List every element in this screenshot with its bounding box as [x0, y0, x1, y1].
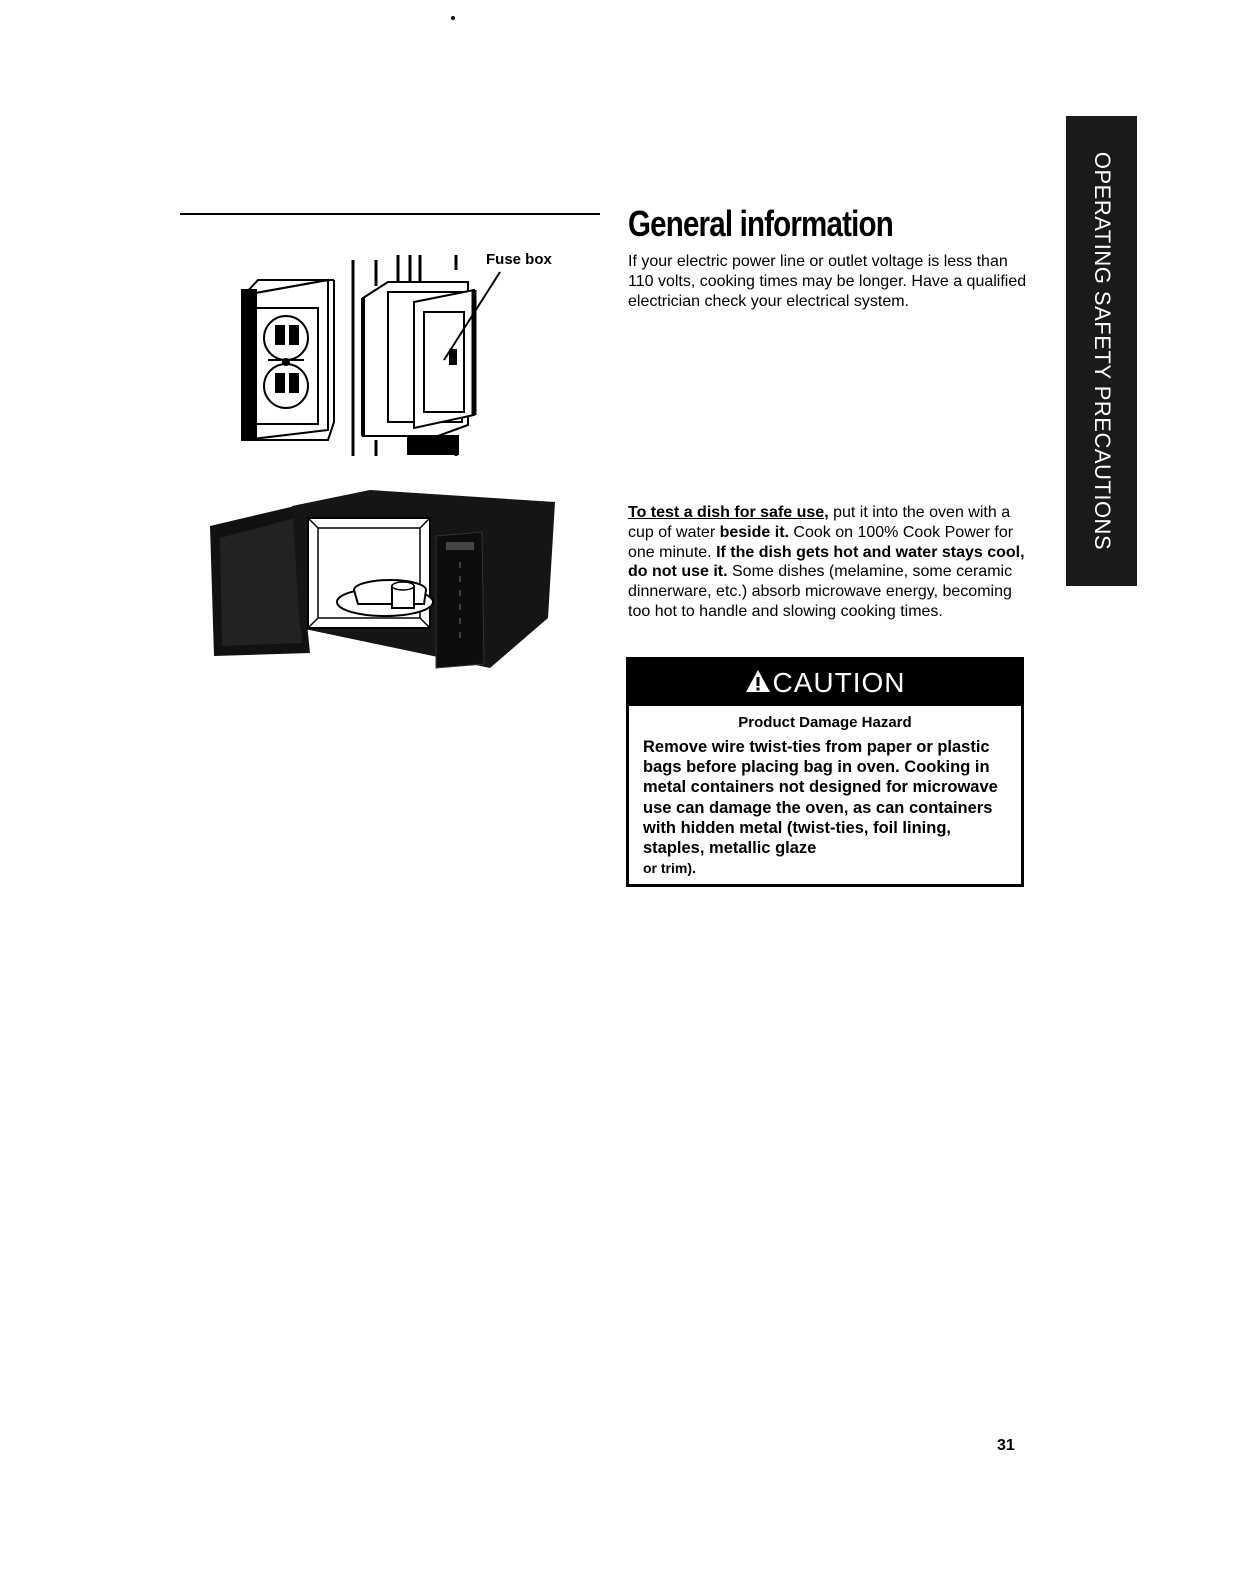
dish-test-paragraph — [628, 503, 1028, 622]
warning-triangle-icon — [745, 669, 771, 693]
section-side-tab — [1066, 116, 1137, 586]
dish-test-text-1: put it into the oven with a cup of water — [628, 504, 1011, 541]
dish-test-bold-2: If the dish gets hot and water stays cool, do not use it. — [628, 543, 1025, 581]
section-title: General information — [628, 203, 893, 244]
page-number: 31 — [997, 1437, 1015, 1454]
caution-body — [643, 737, 1007, 878]
wall-outlet-drawing — [242, 280, 334, 440]
caution-box — [626, 657, 1024, 887]
dish-test-lead: To test a dish for safe use, — [628, 504, 829, 521]
caution-header-label: CAUTION — [772, 667, 906, 698]
fuse-box-label: Fuse box — [486, 251, 552, 268]
dish-test-text-3: Some dishes (melamine, some ceramic dinnerware, etc.) absorb microwave energy, becoming too hot to handle and slowing cooking times. — [628, 563, 1013, 620]
stray-mark — [451, 16, 455, 20]
caution-body-tail: or trim). — [643, 860, 696, 877]
section-divider — [180, 213, 600, 215]
side-tab-label: OPERATING SAFETY PRECAUTIONS — [1089, 151, 1115, 551]
dish-test-bold-1: beside it. — [719, 523, 789, 541]
caution-body-text: Remove wire twist-ties from paper or plastic bags before placing bag in oven. Cooking in metal containers not designed for microwave use can damage the oven, as can containers with hidden metal (twist-ties, foil lining, staples, metallic glaze — [643, 738, 998, 858]
voltage-paragraph: If your electric power line or outlet voltage is less than 110 volts, cooking times may be longer. Have a qualified electrician check your electrical system. — [628, 253, 1027, 310]
outlet-fuse-box-illustration — [238, 250, 578, 458]
oven-cabinet-drawing — [292, 490, 555, 668]
dish-test-text-2: Cook on 100% Cook Power for one minute. — [628, 523, 1014, 561]
fuse-box-drawing — [363, 282, 474, 454]
caution-header — [629, 660, 1021, 706]
caution-subtitle: Product Damage Hazard — [738, 714, 912, 731]
microwave-oven-illustration — [200, 478, 560, 683]
